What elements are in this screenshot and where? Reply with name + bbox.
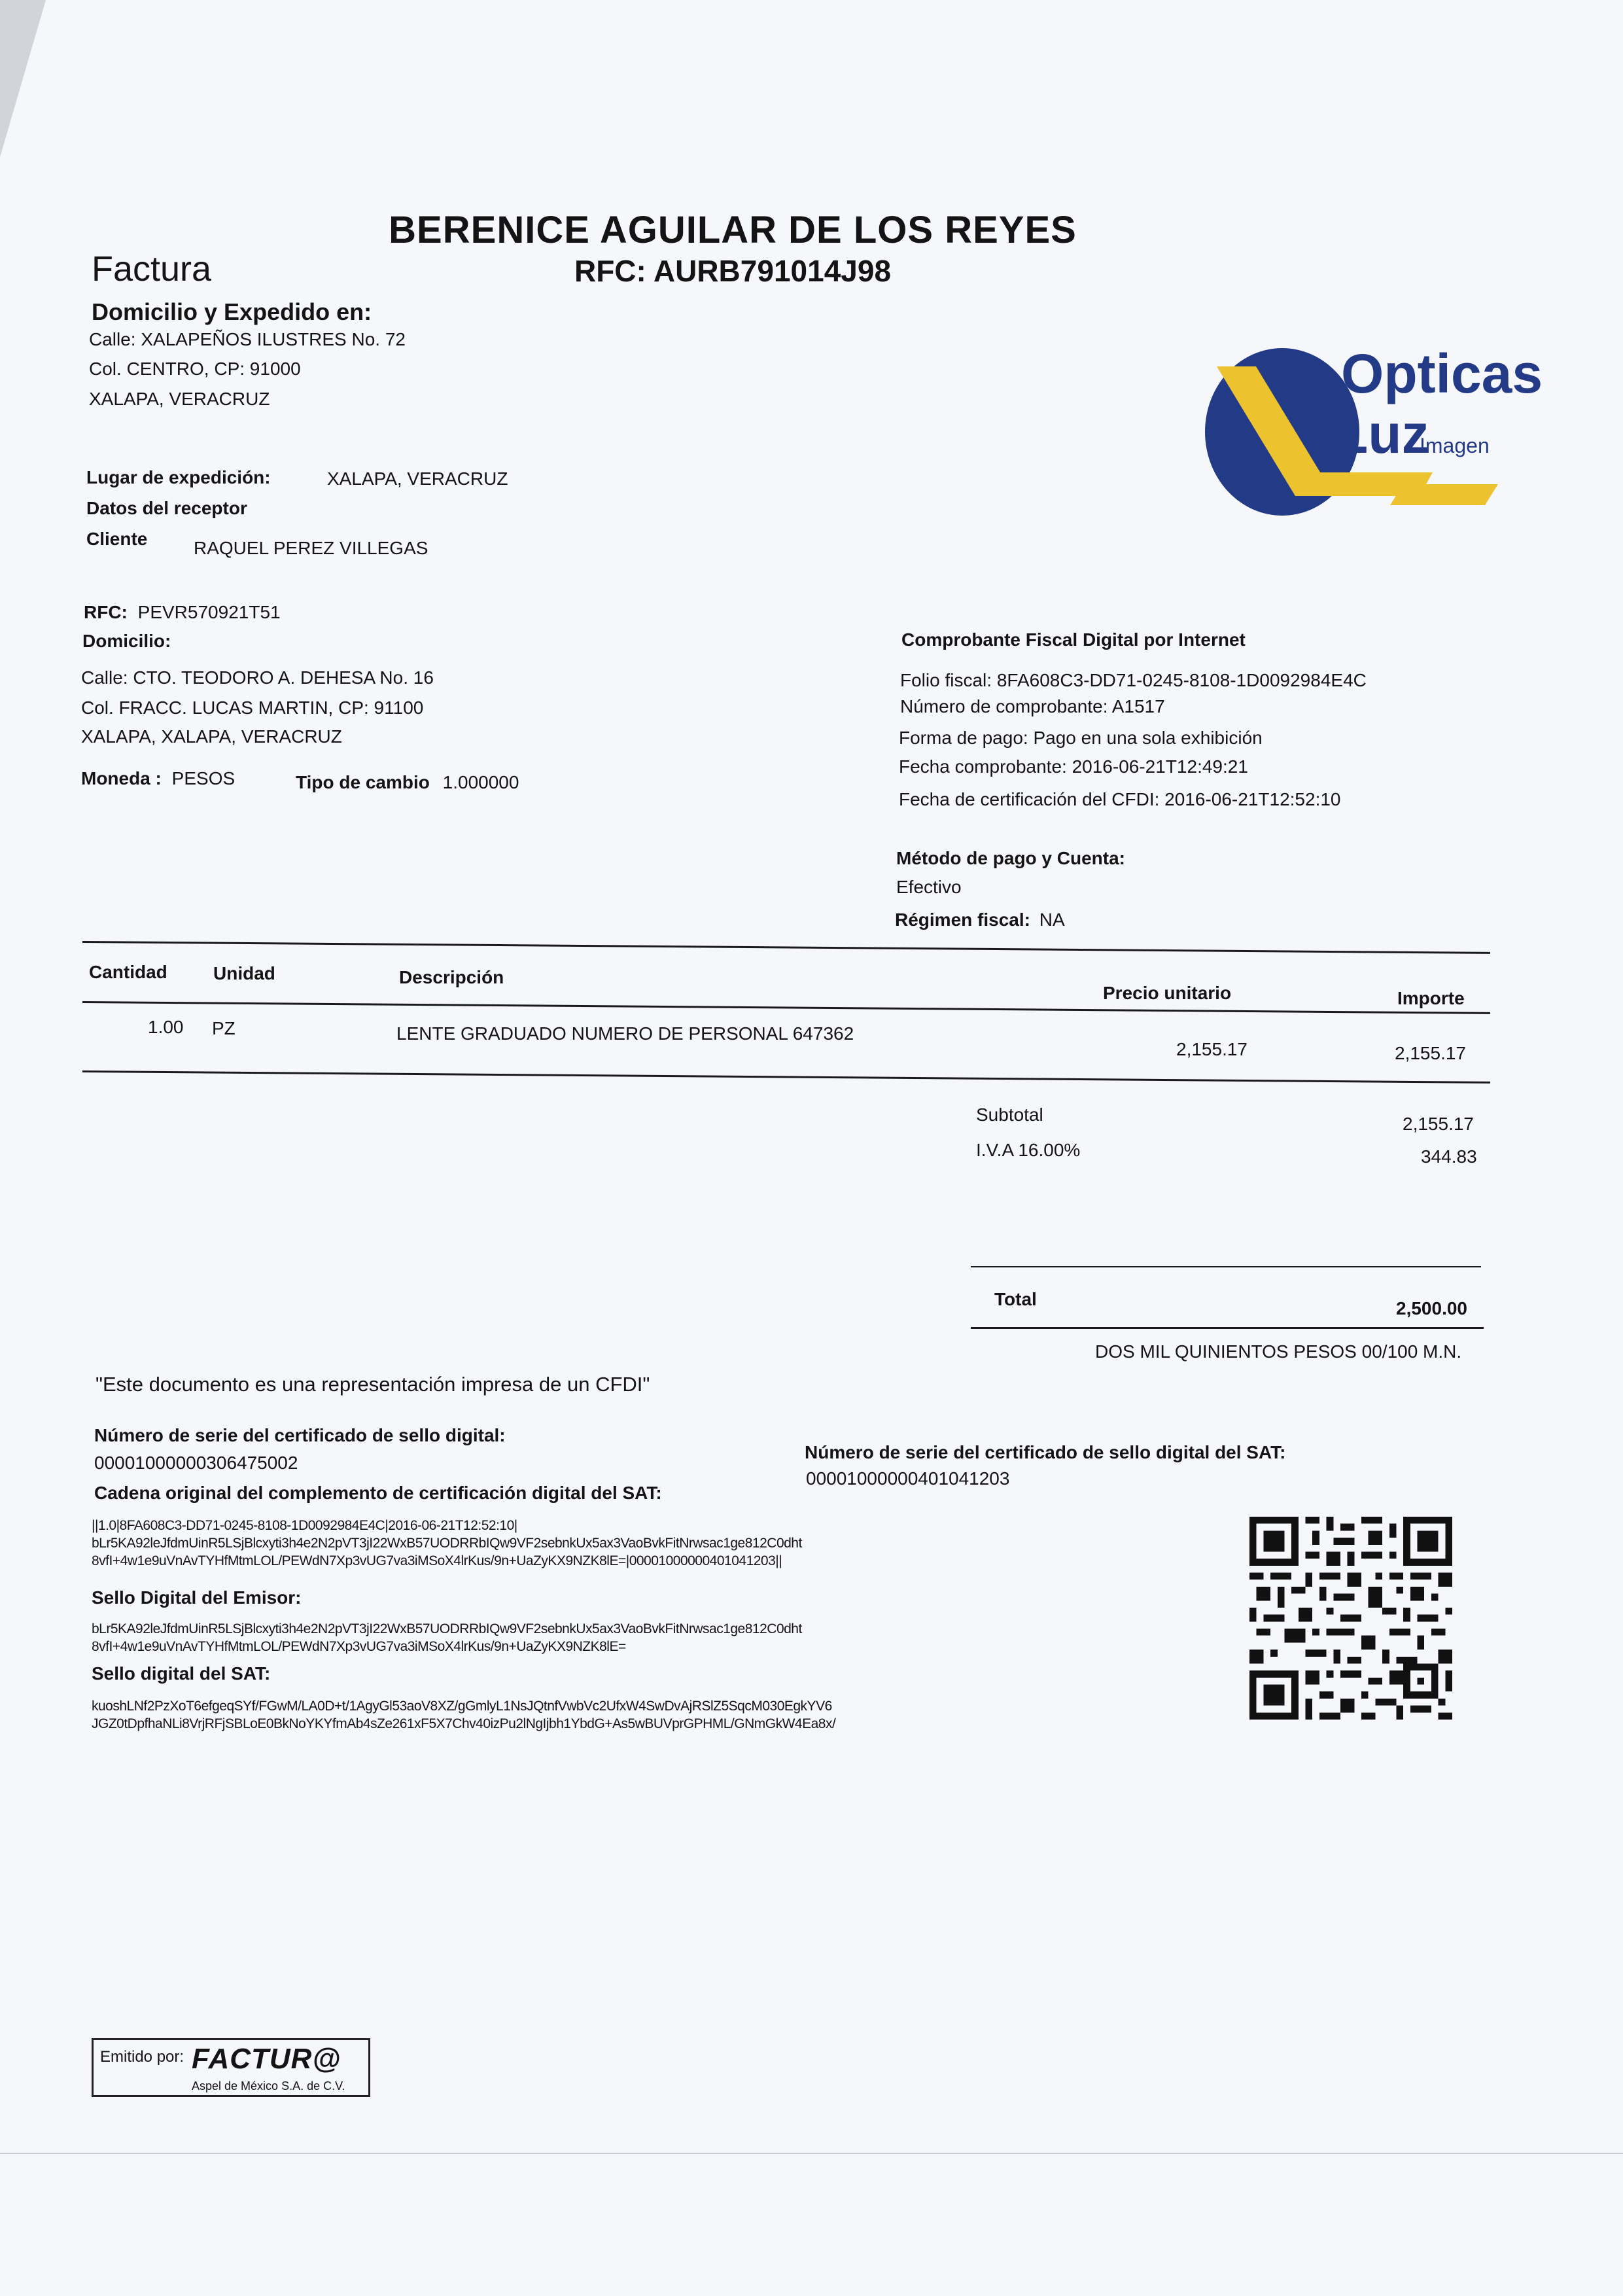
sat-serial-value: 00001000000401041203 (806, 1468, 1010, 1489)
expedition-value: XALAPA, VERACRUZ (327, 468, 508, 489)
stamp-brand: FACTUR@ (192, 2043, 341, 2075)
cfdi-number: Número de comprobante: A1517 (900, 696, 1165, 716)
receiver-rfc (84, 602, 281, 623)
header-quantity: Cantidad (89, 962, 167, 982)
fiscal-regime (895, 910, 1065, 930)
folded-page-corner (0, 0, 46, 157)
logo-word-opticas: Opticas (1341, 343, 1543, 404)
cfdi-heading: Comprobante Fiscal Digital por Internet (901, 629, 1246, 650)
receiver-heading: Datos del receptor (86, 498, 247, 518)
logo-word-luz: Luz (1335, 403, 1429, 465)
table-bottom-rule (82, 1070, 1490, 1084)
cfdi-date: Fecha comprobante: 2016-06-21T12:49:21 (899, 756, 1248, 777)
chain-line1: ||1.0|8FA608C3-DD71-0245-8108-1D0092984E4C|2016-06-21T12:52:10| (92, 1518, 517, 1533)
emitter-seal-line2: 8vfI+4w1e9uVnAvTYHfMtmLOL/PEWdN7Xp3vUG7va3iMSoX4lrKus/9n+UaZyKX9NZK8lE= (92, 1639, 626, 1654)
row-unit: PZ (212, 1018, 236, 1038)
page-bottom-edge (0, 2153, 1623, 2154)
receiver-address-line2: Col. FRACC. LUCAS MARTIN, CP: 91100 (81, 698, 424, 718)
exchange-value: 1.000000 (442, 772, 519, 792)
stamp-company: Aspel de México S.A. de C.V. (192, 2079, 345, 2093)
header-description: Descripción (399, 967, 504, 987)
sat-seal-line1: kuoshLNf2PzXoT6efgeqSYf/FGwM/LA0D+t/1AgyGl53aoV8XZ/gGmlyL1NsJQtnfVwbVc2UfxW4SwDvAjRSlZ5SqcM030EgkYV6 (92, 1699, 832, 1714)
payment-method-value: Efectivo (896, 877, 962, 897)
exchange-row (296, 772, 519, 793)
logo-yellow-accent (1390, 484, 1498, 505)
cfdi-folio: Folio fiscal: 8FA608C3-DD71-0245-8108-1D0092984E4C (900, 670, 1367, 690)
issuer-header (366, 208, 1099, 289)
document-type: Factura (92, 249, 212, 289)
emitted-by-stamp (92, 2038, 370, 2097)
receiver-address-line1: Calle: CTO. TEODORO A. DEHESA No. 16 (81, 667, 434, 688)
expedition-label: Lugar de expedición: (86, 467, 271, 487)
table-top-rule (82, 941, 1490, 954)
row-description: LENTE GRADUADO NUMERO DE PERSONAL 647362 (396, 1023, 854, 1044)
table-header-rule (82, 1001, 1490, 1014)
fiscal-regime-value: NA (1039, 910, 1065, 930)
cfdi-payment-form: Forma de pago: Pago en una sola exhibición (899, 728, 1263, 748)
sat-seal-line2: JGZ0tDpfhaNLi8VrjRFjSBLoE0BkNoYKYfmAb4sZe261xF5X7Chv40izPu2lNgIjbh1YbdG+As5wBUVprGPHML/GNmGkW4Ea8x/ (92, 1716, 836, 1731)
total-value: 2,500.00 (1396, 1298, 1467, 1318)
receiver-address-label: Domicilio: (82, 631, 171, 651)
cfdi-notice: "Este documento es una representación impresa de un CFDI" (96, 1373, 650, 1396)
chain-line2: bLr5KA92leJfdmUinR5LSjBlcxyti3h4e2N2pVT3jI22WxB57UODRRbIQw9VF2sebnkUx5ax3VaoBvkFitNrwsac1ge812C0dht (92, 1536, 802, 1551)
issuer-address-line3: XALAPA, VERACRUZ (89, 389, 270, 409)
row-quantity: 1.00 (148, 1017, 184, 1037)
receiver-address-line3: XALAPA, XALAPA, VERACRUZ (81, 726, 342, 747)
currency-label: Moneda : (81, 768, 162, 788)
cert-serial-label: Número de serie del certificado de sello digital: (94, 1425, 506, 1445)
total-bottom-rule (971, 1327, 1484, 1329)
client-label: Cliente (86, 529, 148, 549)
issuer-rfc: RFC: AURB791014J98 (574, 254, 892, 288)
header-amount: Importe (1397, 988, 1465, 1008)
total-top-rule (971, 1266, 1481, 1267)
issuer-address-line2: Col. CENTRO, CP: 91000 (89, 359, 301, 379)
row-unit-price: 2,155.17 (1176, 1039, 1248, 1059)
total-label: Total (994, 1289, 1037, 1309)
logo-word-imagen: Imagen (1420, 434, 1490, 457)
qr-code (1249, 1517, 1452, 1720)
client-value: RAQUEL PEREZ VILLEGAS (194, 538, 428, 558)
chain-line3: 8vfI+4w1e9uVnAvTYHfMtmLOL/PEWdN7Xp3vUG7va3iMSoX4lrKus/9n+UaZyKX9NZK8lE=|00001000000401041203|| (92, 1553, 782, 1568)
emitter-seal-label: Sello Digital del Emisor: (92, 1587, 302, 1608)
cert-serial-value: 00001000000306475002 (94, 1453, 298, 1473)
issuer-address-heading: Domicilio y Expedido en: (92, 298, 372, 325)
receiver-rfc-value: PEVR570921T51 (137, 602, 281, 622)
header-unit-price: Precio unitario (1103, 983, 1232, 1003)
amount-in-words: DOS MIL QUINIENTOS PESOS 00/100 M.N. (1095, 1341, 1462, 1362)
cfdi-cert-date: Fecha de certificación del CFDI: 2016-06-21T12:52:10 (899, 789, 1341, 809)
currency-value: PESOS (171, 768, 236, 788)
subtotal-label: Subtotal (976, 1104, 1043, 1125)
fiscal-regime-label: Régimen fiscal: (895, 910, 1030, 930)
subtotal-value: 2,155.17 (1403, 1114, 1474, 1134)
row-amount: 2,155.17 (1395, 1043, 1466, 1063)
issuer-address-line1: Calle: XALAPEÑOS ILUSTRES No. 72 (89, 329, 406, 349)
exchange-label: Tipo de cambio (296, 772, 430, 792)
stamp-label: Emitido por: (100, 2048, 184, 2066)
payment-method-heading: Método de pago y Cuenta: (896, 848, 1125, 868)
issuer-name: BERENICE AGUILAR DE LOS REYES (389, 209, 1077, 251)
receiver-rfc-label: RFC: (84, 602, 128, 622)
iva-label: I.V.A 16.00% (976, 1140, 1081, 1160)
currency-row (81, 768, 235, 789)
sat-seal-label: Sello digital del SAT: (92, 1663, 271, 1684)
iva-value: 344.83 (1421, 1146, 1477, 1167)
emitter-seal-line1: bLr5KA92leJfdmUinR5LSjBlcxyti3h4e2N2pVT3jI22WxB57UODRRbIQw9VF2sebnkUx5ax3VaoBvkFitNrwsac1ge812C0dht (92, 1621, 802, 1636)
sat-serial-label: Número de serie del certificado de sello digital del SAT: (805, 1442, 1286, 1462)
opticas-luz-logo (1204, 327, 1543, 543)
header-unit: Unidad (213, 963, 275, 983)
chain-label: Cadena original del complemento de certificación digital del SAT: (94, 1483, 662, 1503)
